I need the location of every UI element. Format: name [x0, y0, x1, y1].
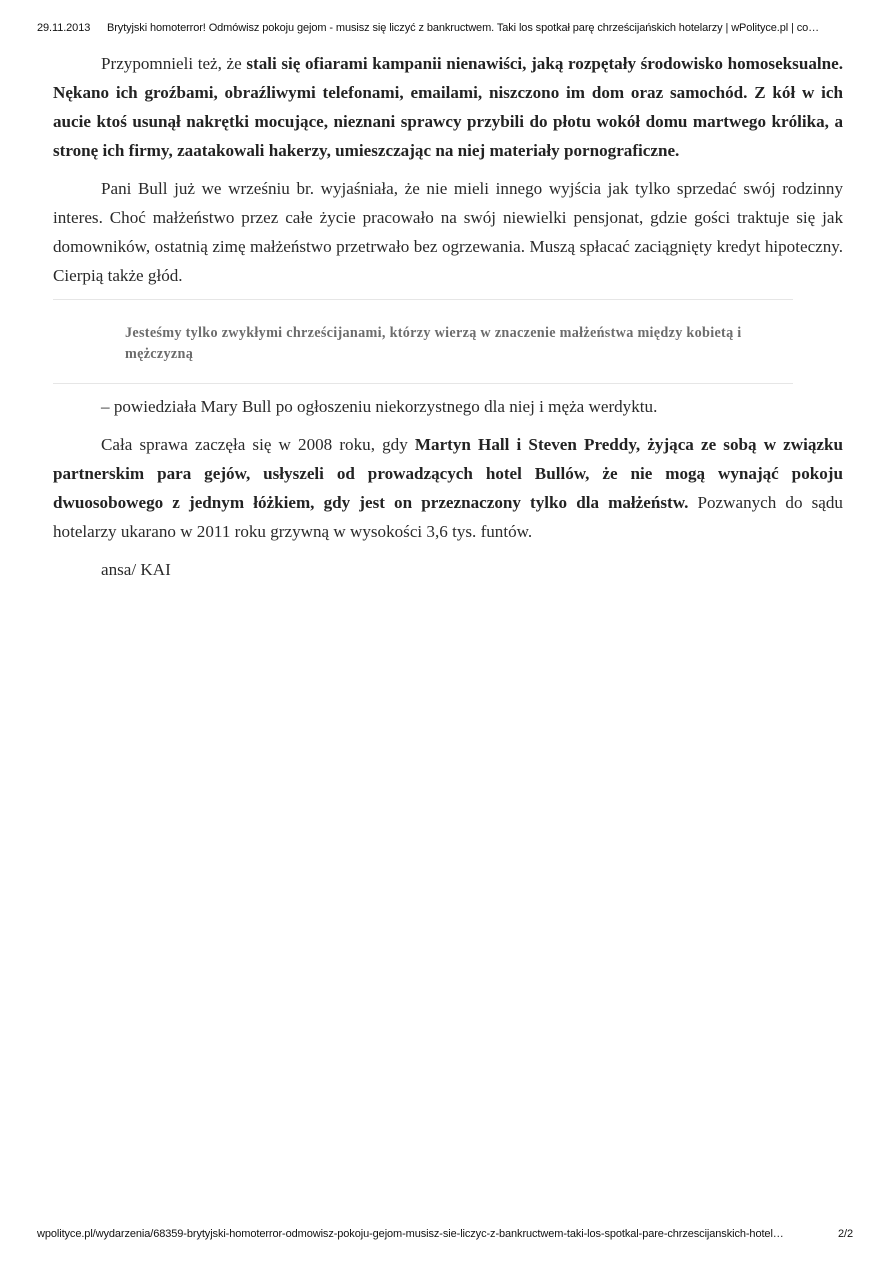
print-url: wpolityce.pl/wydarzenia/68359-brytyjski-homoterror-odmowisz-pokoju-gejom-musisz-sie-liczyc-z-bankructwem-taki-los-spotkal-pare-chrzescijanskich-hotel…	[37, 1228, 784, 1240]
paragraph-text: Cała sprawa zaczęła się w 2008 roku, gdy	[101, 435, 415, 454]
article-body	[53, 49, 843, 584]
paragraph-business-sale: Pani Bull już we wrześniu br. wyjaśniała, że nie mieli innego wyjścia jak tylko sprzedać swój rodzinny interes. Choć małżeństwo przez całe życie pracowało na swój niewielki pensjonat, gdzie gości traktuje się jak domowników, ostatnią zimę małżeństwo przetrwało bez ogrzewania. Muszą spłacać zaciągnięty kredyt hipoteczny. Cierpią także głód.	[53, 179, 843, 285]
paragraph-harassment	[53, 49, 843, 165]
print-page-title: Brytyjski homoterror! Odmówisz pokoju gejom - musisz się liczyć z bankructwem. Taki los spotkał parę chrześcijańskich hotelarzy | wPolityce.pl | co…	[107, 22, 820, 34]
paragraph-bold-text: stali się ofiarami kampanii nienawiści, jaką rozpętały środowisko homoseksualne. Nękano ich groźbami, obraźliwymi telefonami, emailami, niszczono im dom oraz samochód. Z kół w ich aucie ktoś usunął nakrętki mocujące, nieznani sprawcy przybili do płotu wokół domu martwego królika, a stronę ich firmy, zaatakowali hakerzy, umieszczając na niej materiały pornograficzne.	[53, 54, 844, 160]
pull-quote: Jesteśmy tylko zwykłymi chrześcijanami, którzy wierzą w znaczenie małżeństwa między kobietą i mężczyzną	[125, 325, 742, 362]
quote-divider-bottom	[53, 383, 793, 384]
print-date: 29.11.2013	[37, 22, 91, 34]
paragraph-text: Pozwanych do sądu hotelarzy ukarano w 2011 roku grzywną w wysokości 3,6 tys. funtów.	[53, 493, 843, 541]
article-signature: ansa/ KAI	[101, 560, 171, 579]
paragraph-text: Przypomnieli też, że	[101, 54, 247, 73]
paragraph-case-history	[53, 430, 843, 546]
page-number: 2/2	[838, 1228, 853, 1240]
quote-attribution: – powiedziała Mary Bull po ogłoszeniu niekorzystnego dla niej i męża werdyktu.	[101, 397, 658, 416]
paragraph-bold-text: Martyn Hall i Steven Preddy, żyjąca ze sobą w związku partnerskim para gejów, usłyszeli od prowadzących hotel Bullów, że nie mogą wynająć pokoju dwuosobowego z jednym łóżkiem, gdy jest on przeznaczony tylko dla małżeństw.	[53, 435, 844, 512]
quote-divider-top	[53, 299, 793, 300]
